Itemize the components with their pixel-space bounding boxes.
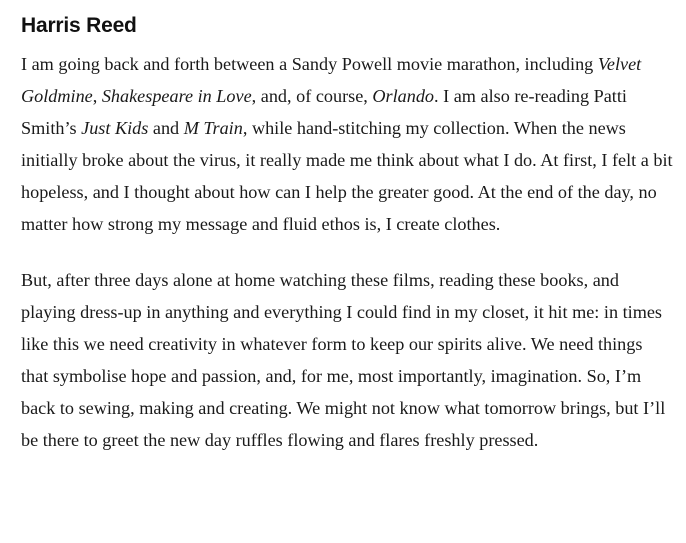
text-segment: and	[148, 118, 184, 138]
text-segment: , while hand-stitching my collection. When the news initially broke about the virus, it really made me think about what I do. At first, I felt a bit hopeless, and I thought about how can I help the greater good. At the end of the day, no matter how strong my message and fluid ethos is, I create clothes.	[21, 118, 673, 234]
article	[21, 12, 673, 456]
book-title-m-train: M Train	[183, 118, 243, 138]
author-heading: Harris Reed	[21, 14, 137, 37]
text-segment: I am going back and forth between a Sandy Powell movie marathon, including	[21, 54, 598, 74]
book-title-just-kids: Just Kids	[81, 118, 149, 138]
film-title-shakespeare-in-love: Shakespeare in Love	[101, 86, 252, 106]
text-segment: . I am also re-reading Patti Smith’s	[21, 86, 627, 138]
film-title-orlando: Orlando	[372, 86, 435, 106]
text-segment: But, after three days alone at home watching these films, reading these books, and playing dress-up in anything and everything I could find in my closet, it hit me: in times like this we need creativity in whatever form to keep our spirits alive. We need things that symbolise hope and passion, and, for me, most importantly, imagination. So, I’m back to sewing, making and creating. We might not know what tomorrow brings, but I’ll be there to greet the new day ruffles flowing and flares freshly pressed.	[21, 270, 666, 450]
paragraph-1	[21, 48, 673, 240]
film-title-velvet-goldmine: Velvet Goldmine	[21, 54, 642, 106]
paragraph-2	[21, 264, 673, 456]
text-segment: , and, of course,	[251, 86, 373, 106]
text-segment: ,	[92, 86, 102, 106]
